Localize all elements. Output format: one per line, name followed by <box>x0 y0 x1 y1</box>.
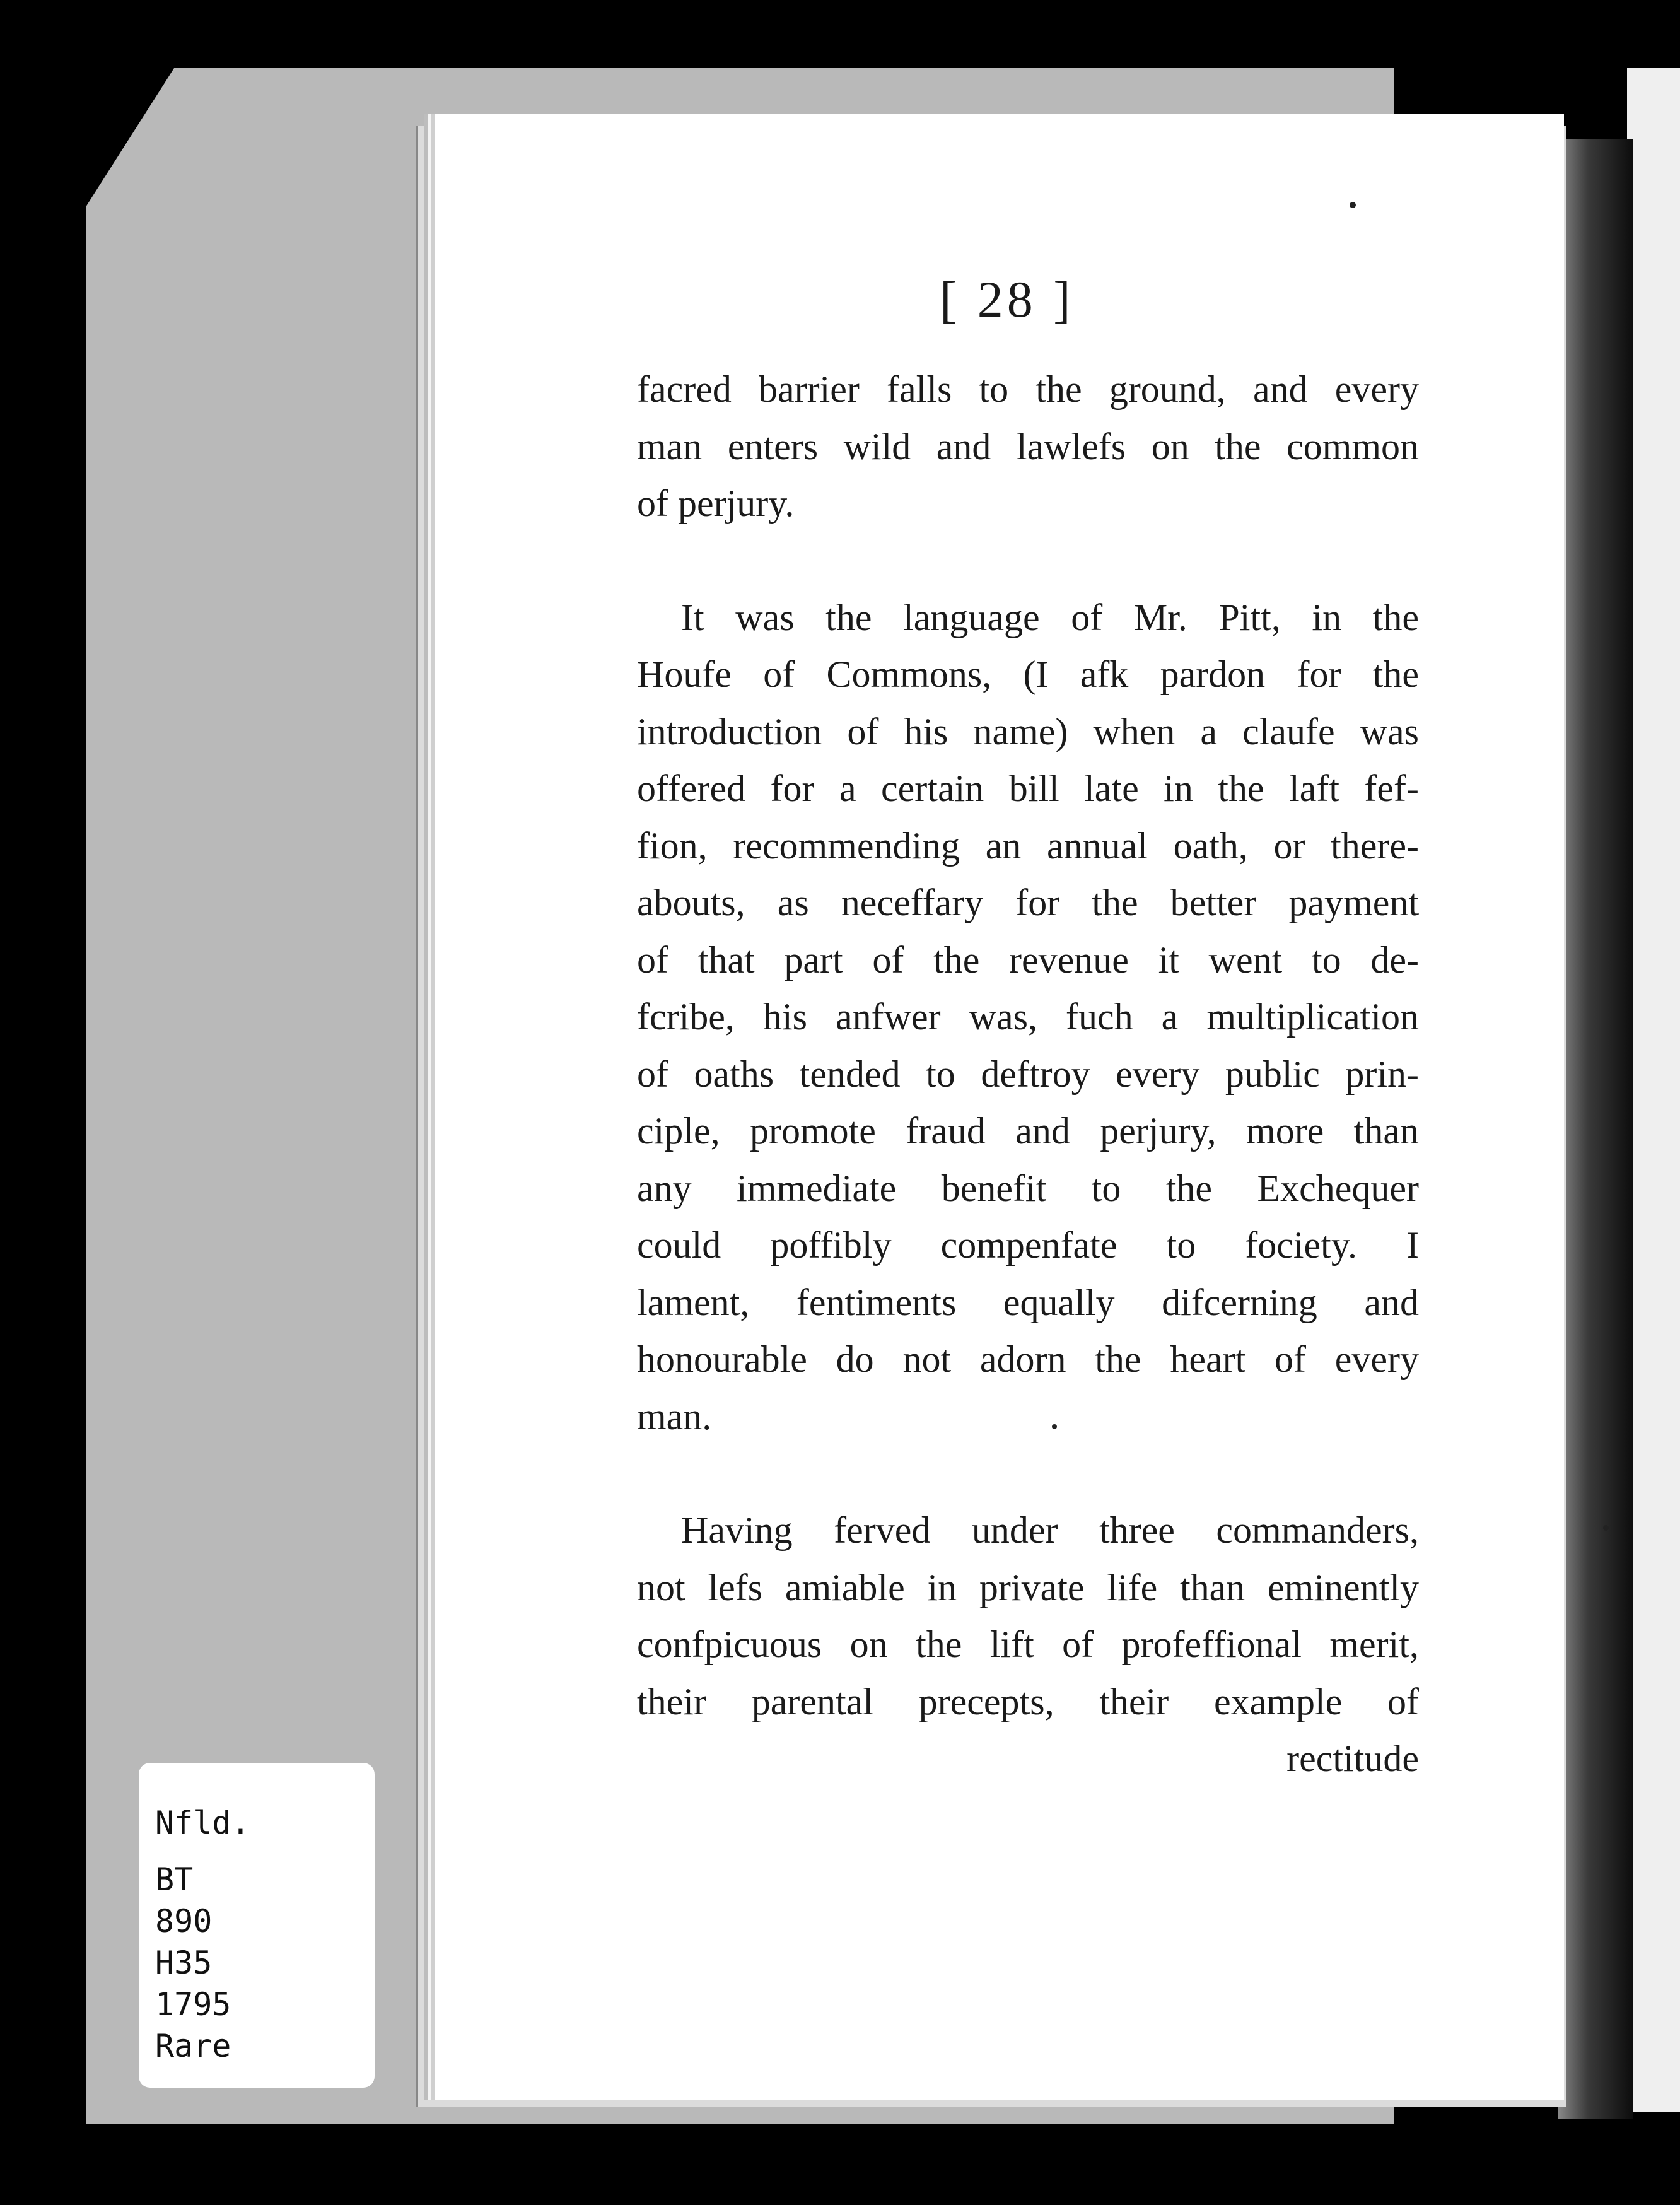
label-line: BT <box>155 1861 194 1898</box>
label-line: H35 <box>155 1945 213 1981</box>
text-line: their parental precepts, their example of <box>637 1680 1419 1722</box>
dust-speck <box>1052 1424 1057 1429</box>
text-line: honourable do not adorn the heart of every <box>637 1338 1419 1380</box>
text-line: Having ferved under three commanders, <box>681 1509 1419 1551</box>
text-line: offered for a certain bill late in the laft fef- <box>637 768 1419 809</box>
text-line: abouts, as neceffary for the better payment <box>637 882 1419 923</box>
text-line: any immediate benefit to the Exchequer <box>637 1167 1419 1209</box>
label-line: 890 <box>155 1903 213 1939</box>
text-line: lament, fentiments equally difcerning and <box>637 1281 1419 1323</box>
text-line: of oaths tended to deftroy every public prin- <box>637 1053 1419 1095</box>
text-line: It was the language of Mr. Pitt, in the <box>681 596 1419 638</box>
paragraph-gap <box>637 1445 1419 1502</box>
text-line: of that part of the revenue it went to de- <box>637 939 1419 981</box>
text-line: Houfe of Commons, (I afk pardon for the <box>637 653 1419 695</box>
text-line: fion, recommending an annual oath, or there- <box>637 824 1419 867</box>
text-line: fcribe, his anfwer was, fuch a multiplication <box>637 996 1419 1038</box>
text-line: not lefs amiable in private life than eminently <box>637 1566 1419 1608</box>
text-line: ciple, promote fraud and perjury, more than <box>637 1110 1419 1152</box>
page-number: [ 28 ] <box>940 271 1075 328</box>
body-text <box>637 361 1419 1787</box>
text-line: of perjury. <box>637 483 795 524</box>
text-line: man enters wild and lawlefs on the common <box>637 425 1419 467</box>
text-line: confpicuous on the lift of profeffional merit, <box>637 1623 1419 1665</box>
dust-speck <box>1603 1525 1609 1531</box>
label-line: Nfld. <box>155 1804 250 1841</box>
dust-speck <box>1350 202 1356 208</box>
paragraph-gap <box>637 532 1419 589</box>
text-line: facred barrier falls to the ground, and every <box>637 368 1419 410</box>
call-number-label <box>139 1763 375 2088</box>
text-line: man. <box>637 1395 712 1437</box>
text-line: could poffibly compenfate to fociety. I <box>637 1224 1419 1266</box>
label-line: 1795 <box>155 1986 231 2023</box>
book-gutter-shadow <box>1558 139 1633 2119</box>
label-line: Rare <box>155 2028 231 2064</box>
text-line: introduction of his name) when a claufe was <box>637 710 1419 752</box>
catchword: rectitude <box>1286 1738 1419 1779</box>
call-number-text <box>155 1802 250 2067</box>
adjacent-page-edge <box>1627 68 1680 2112</box>
